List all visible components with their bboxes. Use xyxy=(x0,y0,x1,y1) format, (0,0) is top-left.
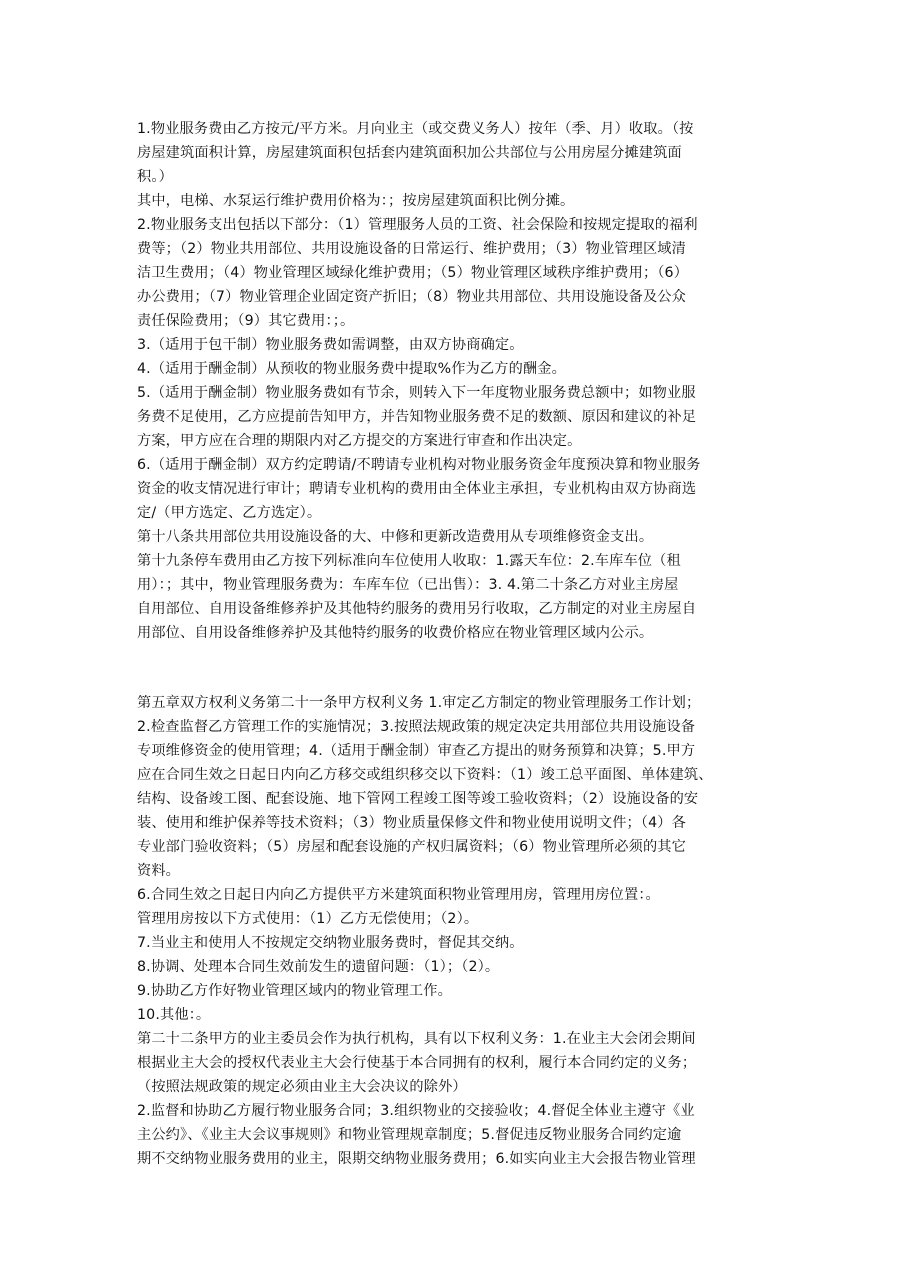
text-line: 管理用房按以下方式使用：（1）乙方无偿使用；（2）。 xyxy=(137,911,479,927)
text-line: 5.（适用于酬金制）物业服务费如有节余，则转入下一年度物业服务费总额中；如物业服 xyxy=(137,385,696,401)
text-line: 务费不足使用，乙方应提前告知甲方，并告知物业服务费不足的数额、原因和建议的补足 xyxy=(137,409,697,425)
text-line: 装、使用和维护保养等技术资料；（3）物业质量保修文件和物业使用说明文件；（4）各 xyxy=(137,815,686,831)
text-line: 10.其他：。 xyxy=(137,1007,211,1023)
text-line: 根据业主大会的授权代表业主大会行使基于本合同拥有的权利，履行本合同约定的义务； xyxy=(137,1055,697,1071)
text-line: 费等；（2）物业共用部位、共用设施设备的日常运行、维护费用；（3）物业管理区域清 xyxy=(137,241,686,257)
text-line: 1.物业服务费由乙方按元/平方米。月向业主（或交费义务人）按年（季、月）收取。（按 xyxy=(137,121,694,137)
text-line: 8.协调、处理本合同生效前发生的遗留问题：（1）；（2）。 xyxy=(137,959,500,975)
text-line: 第十八条共用部位共用设施设备的大、中修和更新改造费用从专项维修资金支出。 xyxy=(137,529,654,545)
text-line: 9.协助乙方作好物业管理区域内的物业管理工作。 xyxy=(137,983,452,999)
text-line: （按照法规政策的规定必须由业主大会决议的除外） xyxy=(137,1079,467,1095)
text-line: 7.当业主和使用人不按规定交纳物业服务费时，督促其交纳。 xyxy=(137,935,524,951)
text-line: 6.（适用于酬金制）双方约定聘请/不聘请专业机构对物业服务资金年度预决算和物业服务 xyxy=(137,457,701,473)
text-line: 2.物业服务支出包括以下部分：（1）管理服务人员的工资、社会保险和按规定提取的福利 xyxy=(137,217,698,233)
text-line: 房屋建筑面积计算，房屋建筑面积包括套内建筑面积加公共部位与公用房屋分摊建筑面 xyxy=(137,145,682,161)
text-line: 2.监督和协助乙方履行物业服务合同；3.组织物业的交接验收；4.督促全体业主遵守《业 xyxy=(137,1103,695,1119)
text-line: 定/（甲方选定、乙方选定）。 xyxy=(137,505,322,521)
section-gap xyxy=(137,645,777,691)
text-line: 2.检查监督乙方管理工作的实施情况；3.按照法规政策的规定决定共用部位共用设施设备 xyxy=(137,719,696,735)
section-fees xyxy=(137,117,777,645)
text-line: 用部位、自用设备维修养护及其他特约服务的收费价格应在物业管理区域内公示。 xyxy=(137,625,654,641)
text-line: 积。） xyxy=(137,169,173,185)
text-line: 6.合同生效之日起日内向乙方提供平方米建筑面积物业管理用房，管理用房位置：。 xyxy=(137,887,660,903)
text-line: 期不交纳物业服务费用的业主，限期交纳物业服务费用；6.如实向业主大会报告物业管理 xyxy=(137,1151,696,1167)
text-line: 洁卫生费用；（4）物业管理区域绿化维护费用；（5）物业管理区域秩序维护费用；（6） xyxy=(137,265,689,281)
text-line: 第十九条停车费用由乙方按下列标准向车位使用人收取：1.露天车位：2.车库车位（租 xyxy=(137,553,681,569)
text-line: 资料。 xyxy=(137,863,181,879)
section-rights xyxy=(137,691,777,1171)
text-line: 应在合同生效之日起日内向乙方移交或组织移交以下资料：（1）竣工总平面图、单体建筑、 xyxy=(137,767,713,783)
text-line: 其中，电梯、水泵运行维护费用价格为：；按房屋建筑面积比例分摊。 xyxy=(137,193,575,209)
text-line: 方案，甲方应在合理的期限内对乙方提交的方案进行审查和作出决定。 xyxy=(137,433,582,449)
text-line: 第五章双方权利义务第二十一条甲方权利义务 1.审定乙方制定的物业管理服务工作计划； xyxy=(137,695,701,711)
text-line: 自用部位、自用设备维修养护及其他特约服务的费用另行收取，乙方制定的对业主房屋自 xyxy=(137,601,697,617)
text-line: 用）：；其中，物业管理服务费为：车库车位（已出售）：3. 4.第二十条乙方对业主房屋 xyxy=(137,577,679,593)
text-line: 4.（适用于酬金制）从预收的物业服务费中提取%作为乙方的酬金。 xyxy=(137,361,566,377)
text-line: 责任保险费用；（9）其它费用：；。 xyxy=(137,313,355,329)
text-line: 专业部门验收资料；（5）房屋和配套设施的产权归属资料；（6）物业管理所必须的其它 xyxy=(137,839,686,855)
text-line: 第二十二条甲方的业主委员会作为执行机构，具有以下权利义务：1.在业主大会闭会期间 xyxy=(137,1031,696,1047)
text-line: 3.（适用于包干制）物业服务费如需调整，由双方协商确定。 xyxy=(137,337,524,353)
text-line: 结构、设备竣工图、配套设施、地下管网工程竣工图等竣工验收资料；（2）设施设备的安 xyxy=(137,791,699,807)
text-line: 资金的收支情况进行审计；聘请专业机构的费用由全体业主承担，专业机构由双方协商选 xyxy=(137,481,697,497)
text-line: 主公约》、《业主大会议事规则》和物业管理规章制度；5.督促违反物业服务合同约定逾 xyxy=(137,1127,682,1143)
text-line: 办公费用；（7）物业管理企业固定资产折旧；（8）物业共用部位、共用设施设备及公众 xyxy=(137,289,686,305)
text-line: 专项维修资金的使用管理；4.（适用于酬金制）审查乙方提出的财务预算和决算；5.甲方 xyxy=(137,743,696,759)
document-page xyxy=(137,117,777,1171)
